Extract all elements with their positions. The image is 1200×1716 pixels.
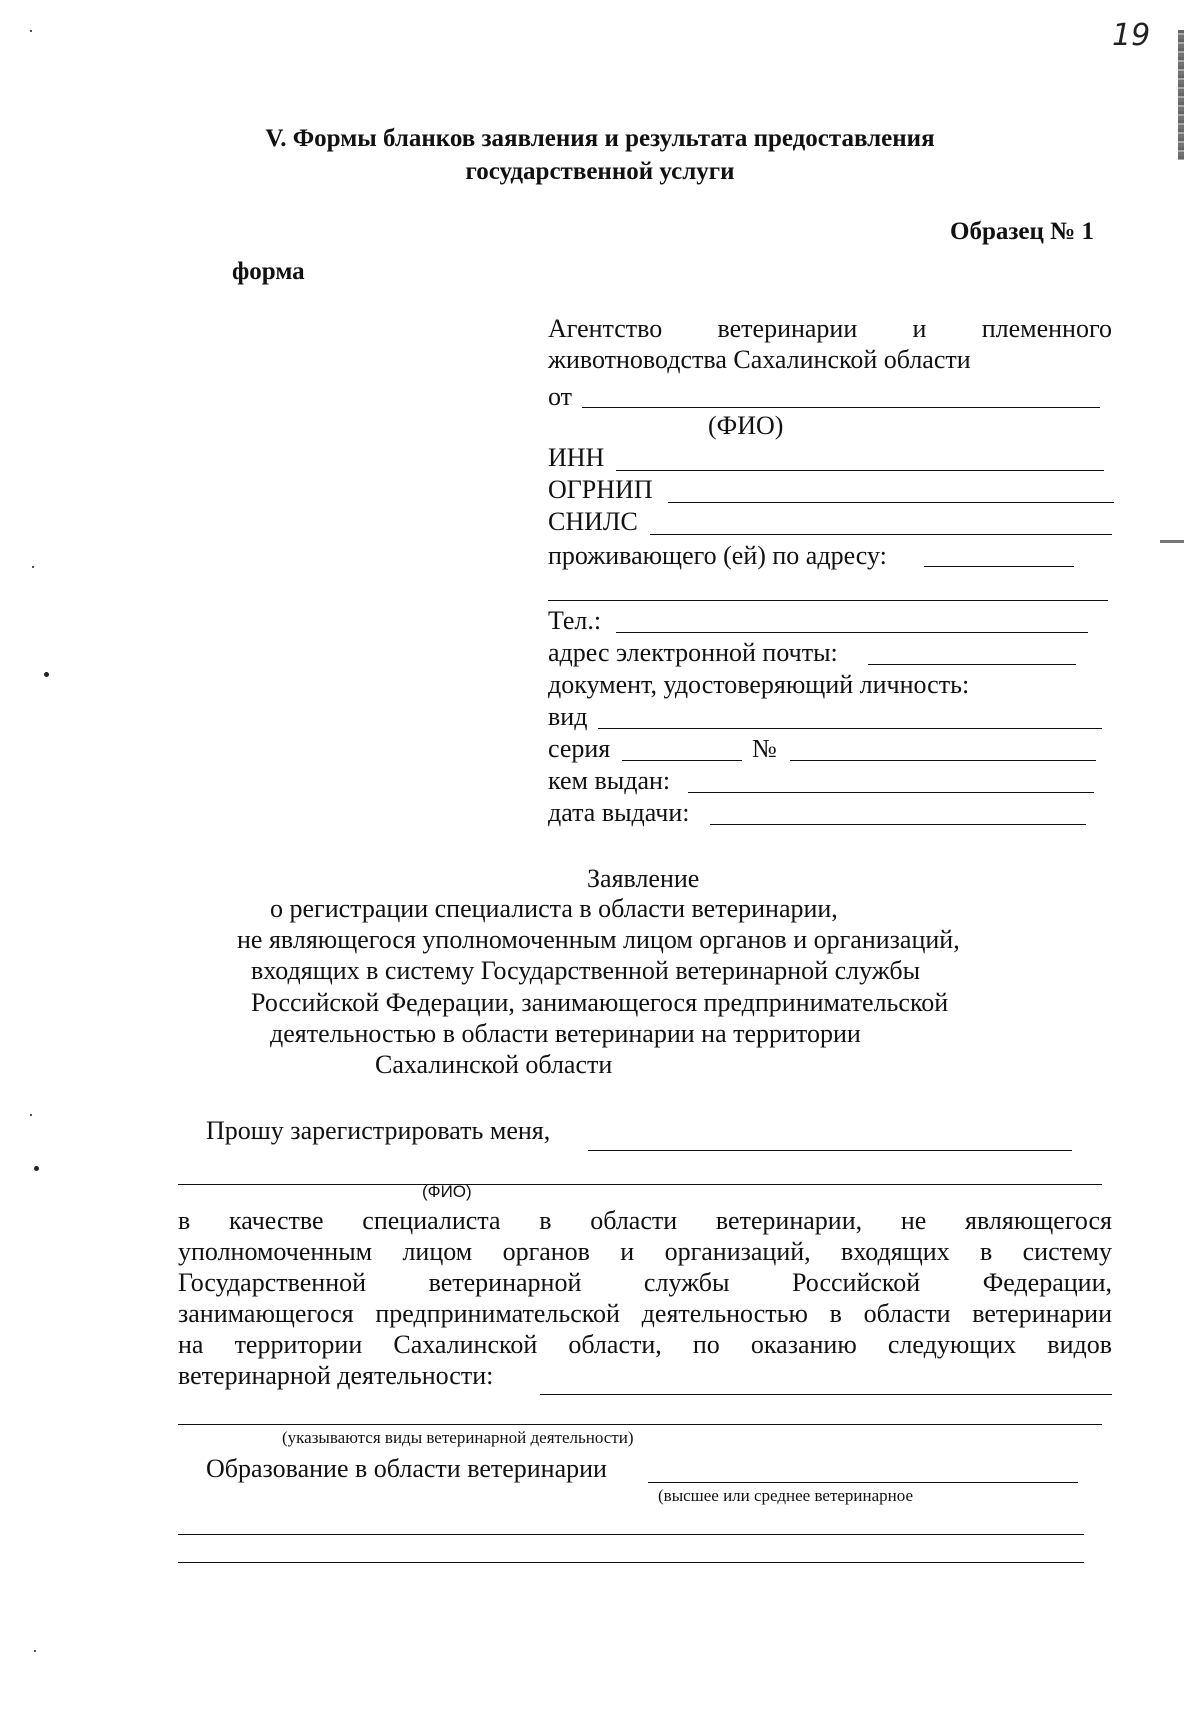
request-fio-field-line2[interactable] <box>178 1184 1102 1185</box>
scan-speck <box>30 1114 32 1116</box>
application-heading-line: деятельностью в области ветеринарии на территории <box>270 1019 861 1048</box>
education-field-line3[interactable] <box>178 1562 1084 1563</box>
scan-speck <box>32 566 34 568</box>
request-fio-field[interactable] <box>588 1150 1072 1151</box>
inn-label: ИНН <box>548 443 605 472</box>
paragraph-line: в качестве специалиста в области ветеринарии, не являющегося <box>178 1206 1112 1235</box>
doc-type-field[interactable] <box>598 728 1102 729</box>
address-field-line2[interactable] <box>548 600 1108 601</box>
activity-label: ветеринарной деятельности: <box>178 1361 494 1390</box>
scan-speck <box>34 1650 36 1652</box>
scan-speck <box>1160 540 1184 543</box>
agency-word: племенного <box>981 314 1112 343</box>
doc-type-label: вид <box>548 702 588 731</box>
snils-field[interactable] <box>650 534 1112 535</box>
application-heading-line: не являющегося уполномоченным лицом органов и организаций, <box>237 925 960 954</box>
page-number: 19 <box>1112 18 1151 53</box>
application-heading-line: Российской Федерации, занимающегося предпринимательской <box>251 988 949 1017</box>
agency-word: и <box>912 314 927 343</box>
address-label: проживающего (ей) по адресу: <box>548 541 887 570</box>
address-field[interactable] <box>924 566 1074 567</box>
email-field[interactable] <box>868 664 1076 665</box>
from-field[interactable] <box>582 407 1100 408</box>
activity-caption: (указываются виды ветеринарной деятельности) <box>282 1428 634 1447</box>
issue-date-field[interactable] <box>710 824 1086 825</box>
agency-line2: животноводства Сахалинской области <box>548 345 971 374</box>
education-label: Образование в области ветеринарии <box>206 1454 607 1483</box>
education-field[interactable] <box>648 1482 1078 1483</box>
series-label: серия <box>548 734 611 763</box>
activity-field-line2[interactable] <box>178 1424 1102 1425</box>
section-title-line1: V. Формы бланков заявления и результата предоставления <box>265 125 935 152</box>
email-label: адрес электронной почты: <box>548 638 838 667</box>
ogrnip-field[interactable] <box>668 502 1114 503</box>
paragraph-line: занимающегося предпринимательской деятельностью в области ветеринарии <box>178 1299 1112 1328</box>
application-heading-line: о регистрации специалиста в области ветеринарии, <box>270 894 838 923</box>
id-doc-label: документ, удостоверяющий личность: <box>548 670 970 699</box>
section-title-line2: государственной услуги <box>465 158 735 185</box>
scan-speck <box>34 1166 39 1171</box>
ogrnip-label: ОГРНИП <box>548 475 653 504</box>
paragraph-line: Государственной ветеринарной службы Российской Федерации, <box>178 1268 1112 1297</box>
fio-caption-body: (ФИО) <box>422 1182 472 1201</box>
form-label: форма <box>232 258 305 285</box>
scan-speck <box>44 672 49 677</box>
agency-line1 <box>548 314 1112 344</box>
number-field[interactable] <box>790 760 1096 761</box>
series-field[interactable] <box>622 760 742 761</box>
from-label: от <box>548 382 573 411</box>
snils-label: СНИЛС <box>548 507 638 536</box>
activity-field[interactable] <box>540 1394 1112 1395</box>
agency-word: Агентство <box>548 314 663 343</box>
issued-by-field[interactable] <box>688 792 1094 793</box>
agency-word: ветеринарии <box>717 314 858 343</box>
education-field-line2[interactable] <box>178 1534 1084 1535</box>
fio-caption: (ФИО) <box>708 411 784 440</box>
sample-label: Образец № 1 <box>950 218 1095 245</box>
scan-speck <box>30 30 32 32</box>
number-label: № <box>752 734 777 763</box>
application-heading-line: Сахалинской области <box>375 1050 613 1079</box>
paragraph-line: уполномоченным лицом органов и организаций, входящих в систему <box>178 1237 1112 1266</box>
issue-date-label: дата выдачи: <box>548 798 690 827</box>
application-heading-line: входящих в систему Государственной ветеринарной службы <box>251 956 921 985</box>
education-caption: (высшее или среднее ветеринарное <box>658 1486 914 1505</box>
phone-label: Тел.: <box>548 606 602 635</box>
inn-field[interactable] <box>616 470 1104 471</box>
issued-by-label: кем выдан: <box>548 766 671 795</box>
application-title: Заявление <box>587 864 700 893</box>
phone-field[interactable] <box>616 632 1088 633</box>
request-label: Прошу зарегистрировать меня, <box>206 1116 551 1145</box>
paragraph-line: на территории Сахалинской области, по оказанию следующих видов <box>178 1330 1112 1359</box>
